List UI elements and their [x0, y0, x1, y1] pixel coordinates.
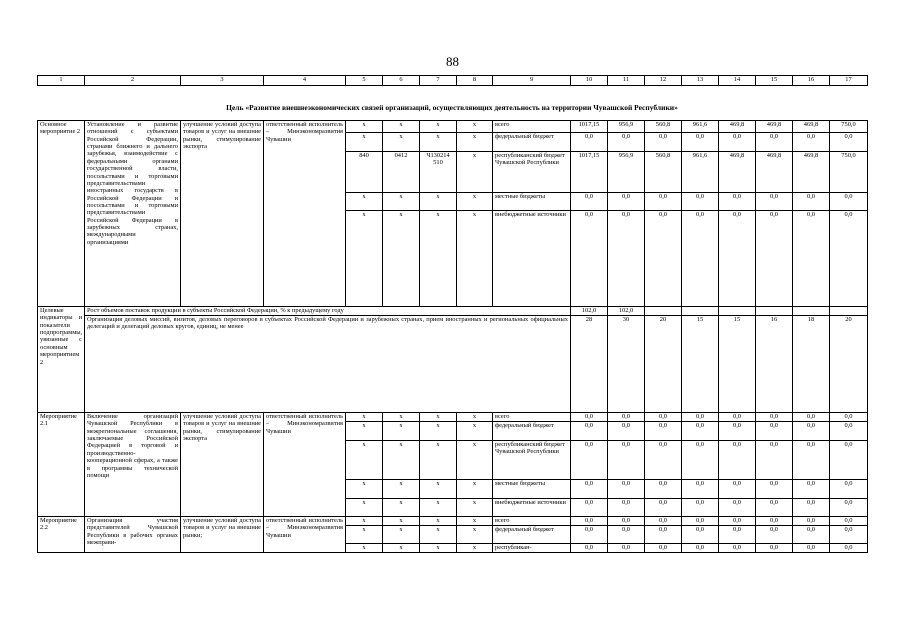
funding-source: федеральный бюджет	[493, 133, 571, 152]
amount-cell: 0,0	[719, 422, 756, 441]
amount-cell: 0,0	[608, 441, 645, 480]
column-number: 5	[346, 76, 383, 86]
measure-description: Установление и развитие отношений с субъектами Российской Федерации, странами ближнего и дальнего зарубежья, взаимодействие с федеральными органами государственной власти, посольствами и торговыми представительствами иностранных государств в Российской Федерации и посольствами и торговыми представительствами Российской Федерации в зарубежных странах, международными организациями	[85, 121, 181, 307]
grbs-code: x	[346, 121, 383, 133]
section-code: x	[383, 133, 420, 152]
funding-source: местные бюджеты	[493, 480, 571, 499]
amount-cell: 0,0	[830, 441, 868, 480]
executor: ответственный исполнитель – Минэкономразвития Чувашии	[264, 517, 346, 553]
table-row	[38, 517, 868, 526]
table-row	[38, 316, 868, 413]
expense-type-code: x	[457, 152, 493, 193]
target-article-code: x	[420, 193, 457, 211]
amount-cell: 0,0	[830, 211, 868, 307]
amount-cell: 0,0	[571, 422, 608, 441]
amount-cell: 956,9	[608, 152, 645, 193]
amount-cell: 0,0	[682, 413, 719, 422]
grbs-code: x	[346, 422, 383, 441]
target-article-code: x	[420, 133, 457, 152]
indicators-label: Целевые индикаторы и показатели подпрограммы, увязанные с основным мероприятием 2	[38, 307, 85, 413]
funding-source: всего	[493, 413, 571, 422]
section-code: 0412	[383, 152, 420, 193]
amount-cell: 0,0	[608, 193, 645, 211]
target-article-code: x	[420, 544, 457, 553]
goal-title: Цель «Развитие внешнеэкономических связей организаций, осуществляющих деятельность на территории Чувашской Республики»	[226, 103, 678, 112]
measure-name: Мероприятие 2.2	[38, 517, 85, 553]
amount-cell: 0,0	[682, 441, 719, 480]
budget-table	[37, 120, 868, 553]
expense-type-code: x	[457, 517, 493, 526]
column-number: 6	[383, 76, 420, 86]
amount-cell: 0,0	[571, 544, 608, 553]
amount-cell: 469,8	[756, 152, 793, 193]
amount-cell: 0,0	[756, 133, 793, 152]
target-article-code: x	[420, 422, 457, 441]
amount-cell: 0,0	[608, 211, 645, 307]
section-code: x	[383, 544, 420, 553]
expense-type-code: x	[457, 526, 493, 544]
amount-cell: 0,0	[682, 517, 719, 526]
amount-cell: 0,0	[719, 133, 756, 152]
amount-cell: 0,0	[571, 211, 608, 307]
amount-cell: 0,0	[719, 544, 756, 553]
funding-source: федеральный бюджет	[493, 422, 571, 441]
amount-cell: 0,0	[830, 133, 868, 152]
expense-type-code: x	[457, 413, 493, 422]
expense-type-code: x	[457, 499, 493, 517]
funding-source: федеральный бюджет	[493, 526, 571, 544]
funding-source: республиканский бюджет Чувашской Республики	[493, 152, 571, 193]
amount-cell: 0,0	[645, 211, 682, 307]
amount-cell: 0,0	[756, 544, 793, 553]
column-number: 2	[85, 76, 181, 86]
amount-cell: 0,0	[682, 133, 719, 152]
amount-cell: 0,0	[756, 422, 793, 441]
amount-cell: 0,0	[756, 193, 793, 211]
amount-cell: 0,0	[608, 480, 645, 499]
amount-cell: 469,8	[719, 152, 756, 193]
expected-result: улучшение условий доступа товаров и услуг на внешние рынки;	[181, 517, 264, 553]
amount-cell: 0,0	[756, 480, 793, 499]
amount-cell: 0,0	[608, 413, 645, 422]
column-number: 1	[38, 76, 85, 86]
grbs-code: x	[346, 413, 383, 422]
section-code: x	[383, 441, 420, 480]
amount-cell: 0,0	[793, 422, 830, 441]
amount-cell: 0,0	[830, 544, 868, 553]
measure-description: Включение организаций Чувашской Республики в межрегиональные соглашения, заключаемые Российской Федерацией в торговой и производственно-кооперационной сферах, а также в программы технической помощи	[85, 413, 181, 517]
amount-cell: 0,0	[571, 193, 608, 211]
amount-cell: 0,0	[682, 422, 719, 441]
indicator-value: 20	[645, 316, 682, 413]
measure-name: Основное мероприятие 2	[38, 121, 85, 307]
page-number: 88	[446, 54, 459, 69]
funding-source: всего	[493, 121, 571, 133]
amount-cell: 0,0	[793, 441, 830, 480]
indicator-value	[682, 307, 719, 316]
amount-cell: 0,0	[645, 480, 682, 499]
amount-cell: 0,0	[830, 480, 868, 499]
indicator-value	[756, 307, 793, 316]
column-number: 12	[645, 76, 682, 86]
section-code: x	[383, 422, 420, 441]
expense-type-code: x	[457, 480, 493, 499]
amount-cell: 0,0	[571, 517, 608, 526]
executor: ответственный исполнитель – Минэкономразвития Чувашии	[264, 413, 346, 517]
amount-cell: 0,0	[571, 480, 608, 499]
amount-cell: 750,0	[830, 121, 868, 133]
amount-cell: 961,6	[682, 121, 719, 133]
amount-cell: 0,0	[756, 499, 793, 517]
target-article-code: x	[420, 441, 457, 480]
measure-name: Мероприятие 2.1	[38, 413, 85, 517]
expense-type-code: x	[457, 133, 493, 152]
indicator-value: 102,0	[608, 307, 645, 316]
section-code: x	[383, 517, 420, 526]
amount-cell: 0,0	[830, 526, 868, 544]
amount-cell: 0,0	[756, 517, 793, 526]
funding-source: внебюджетные источники	[493, 499, 571, 517]
amount-cell: 0,0	[645, 517, 682, 526]
amount-cell: 0,0	[793, 133, 830, 152]
amount-cell: 0,0	[719, 211, 756, 307]
indicator-value: 15	[719, 316, 756, 413]
expense-type-code: x	[457, 422, 493, 441]
amount-cell: 0,0	[830, 193, 868, 211]
amount-cell: 0,0	[645, 544, 682, 553]
amount-cell: 0,0	[756, 441, 793, 480]
target-article-code: x	[420, 413, 457, 422]
section-code: x	[383, 413, 420, 422]
amount-cell: 0,0	[608, 499, 645, 517]
amount-cell: 0,0	[645, 133, 682, 152]
expense-type-code: x	[457, 193, 493, 211]
amount-cell: 0,0	[682, 480, 719, 499]
funding-source: республикан-	[493, 544, 571, 553]
amount-cell: 0,0	[719, 441, 756, 480]
amount-cell: 0,0	[571, 133, 608, 152]
funding-source: всего	[493, 517, 571, 526]
indicator-value: 16	[756, 316, 793, 413]
indicator-value	[793, 307, 830, 316]
indicator-value: 15	[682, 316, 719, 413]
amount-cell: 0,0	[830, 517, 868, 526]
column-number: 7	[420, 76, 457, 86]
amount-cell: 0,0	[645, 422, 682, 441]
amount-cell: 0,0	[682, 211, 719, 307]
column-number-row	[37, 75, 868, 86]
amount-cell: 0,0	[645, 526, 682, 544]
grbs-code: x	[346, 211, 383, 307]
grbs-code: x	[346, 193, 383, 211]
amount-cell: 0,0	[645, 441, 682, 480]
amount-cell: 0,0	[793, 517, 830, 526]
amount-cell: 0,0	[682, 526, 719, 544]
table-row	[38, 307, 868, 316]
amount-cell: 0,0	[645, 413, 682, 422]
indicator-text: Рост объемов поставок продукции в субъекты Российской Федерации, % к предыдущему году	[85, 307, 571, 316]
amount-cell: 0,0	[608, 526, 645, 544]
column-number: 9	[493, 76, 571, 86]
funding-source: местные бюджеты	[493, 193, 571, 211]
indicator-value	[830, 307, 868, 316]
amount-cell: 1017,15	[571, 121, 608, 133]
measure-description: Организация участия представителей Чувашской Республики в рабочих органах межправи-	[85, 517, 181, 553]
amount-cell: 0,0	[571, 526, 608, 544]
amount-cell: 560,8	[645, 121, 682, 133]
amount-cell: 0,0	[608, 544, 645, 553]
column-number: 13	[682, 76, 719, 86]
amount-cell: 0,0	[793, 211, 830, 307]
amount-cell: 0,0	[682, 193, 719, 211]
section-code: x	[383, 121, 420, 133]
amount-cell: 0,0	[719, 193, 756, 211]
amount-cell: 0,0	[608, 133, 645, 152]
section-code: x	[383, 480, 420, 499]
amount-cell: 0,0	[682, 499, 719, 517]
indicator-value: 30	[608, 316, 645, 413]
section-code: x	[383, 526, 420, 544]
expense-type-code: x	[457, 544, 493, 553]
amount-cell: 0,0	[756, 413, 793, 422]
amount-cell: 0,0	[756, 211, 793, 307]
executor: ответственный исполнитель – Минэкономразвития Чувашии	[264, 121, 346, 307]
expense-type-code: x	[457, 441, 493, 480]
column-number: 17	[830, 76, 868, 86]
amount-cell: 0,0	[719, 526, 756, 544]
funding-source: внебюджетные источники	[493, 211, 571, 307]
amount-cell: 0,0	[793, 526, 830, 544]
amount-cell: 0,0	[793, 480, 830, 499]
grbs-code: x	[346, 480, 383, 499]
amount-cell: 0,0	[719, 413, 756, 422]
amount-cell: 0,0	[793, 193, 830, 211]
indicator-value	[719, 307, 756, 316]
target-article-code: Ч130214 510	[420, 152, 457, 193]
grbs-code: x	[346, 517, 383, 526]
indicator-value: 102,0	[571, 307, 608, 316]
expense-type-code: x	[457, 121, 493, 133]
amount-cell: 0,0	[719, 499, 756, 517]
target-article-code: x	[420, 526, 457, 544]
amount-cell: 0,0	[719, 480, 756, 499]
section-code: x	[383, 211, 420, 307]
grbs-code: x	[346, 544, 383, 553]
section-code: x	[383, 193, 420, 211]
amount-cell: 0,0	[793, 544, 830, 553]
expected-result: улучшение условий доступа товаров и услуг на внешние рынки, стимулирование экспорта	[181, 413, 264, 517]
column-number: 11	[608, 76, 645, 86]
target-article-code: x	[420, 499, 457, 517]
grbs-code: x	[346, 133, 383, 152]
amount-cell: 469,8	[719, 121, 756, 133]
amount-cell: 956,9	[608, 121, 645, 133]
amount-cell: 0,0	[571, 413, 608, 422]
amount-cell: 560,8	[645, 152, 682, 193]
amount-cell: 0,0	[645, 499, 682, 517]
indicator-value: 20	[830, 316, 868, 413]
amount-cell: 0,0	[645, 193, 682, 211]
column-number: 8	[457, 76, 493, 86]
target-article-code: x	[420, 211, 457, 307]
amount-cell: 0,0	[571, 441, 608, 480]
amount-cell: 0,0	[793, 413, 830, 422]
amount-cell: 0,0	[682, 544, 719, 553]
indicator-value: 28	[571, 316, 608, 413]
amount-cell: 0,0	[756, 526, 793, 544]
funding-source: республиканский бюджет Чувашской Республики	[493, 441, 571, 480]
amount-cell: 961,6	[682, 152, 719, 193]
target-article-code: x	[420, 480, 457, 499]
amount-cell: 0,0	[830, 499, 868, 517]
column-number: 15	[756, 76, 793, 86]
grbs-code: 840	[346, 152, 383, 193]
indicator-value: 18	[793, 316, 830, 413]
target-article-code: x	[420, 517, 457, 526]
amount-cell: 469,8	[793, 121, 830, 133]
indicator-value	[645, 307, 682, 316]
section-code: x	[383, 499, 420, 517]
grbs-code: x	[346, 441, 383, 480]
grbs-code: x	[346, 526, 383, 544]
grbs-code: x	[346, 499, 383, 517]
amount-cell: 0,0	[719, 517, 756, 526]
amount-cell: 0,0	[830, 413, 868, 422]
amount-cell: 469,8	[756, 121, 793, 133]
expected-result: улучшение условий доступа товаров и услуг на внешние рынки, стимулирование экспорта	[181, 121, 264, 307]
amount-cell: 750,0	[830, 152, 868, 193]
indicator-text: Организация деловых миссий, визитов, деловых переговоров в субъектах Российской Федерации и зарубежных странах, прием иностранных и региональных официальных делегаций и делегаций деловых кругов, единиц, не менее	[85, 316, 571, 413]
table-row	[38, 121, 868, 133]
amount-cell: 0,0	[608, 422, 645, 441]
column-number: 10	[571, 76, 608, 86]
target-article-code: x	[420, 121, 457, 133]
amount-cell: 0,0	[793, 499, 830, 517]
expense-type-code: x	[457, 211, 493, 307]
amount-cell: 469,8	[793, 152, 830, 193]
amount-cell: 0,0	[571, 499, 608, 517]
table-row	[38, 413, 868, 422]
column-number: 16	[793, 76, 830, 86]
column-number: 14	[719, 76, 756, 86]
column-number: 3	[181, 76, 264, 86]
amount-cell: 1017,15	[571, 152, 608, 193]
amount-cell: 0,0	[608, 517, 645, 526]
amount-cell: 0,0	[830, 422, 868, 441]
column-number: 4	[264, 76, 346, 86]
